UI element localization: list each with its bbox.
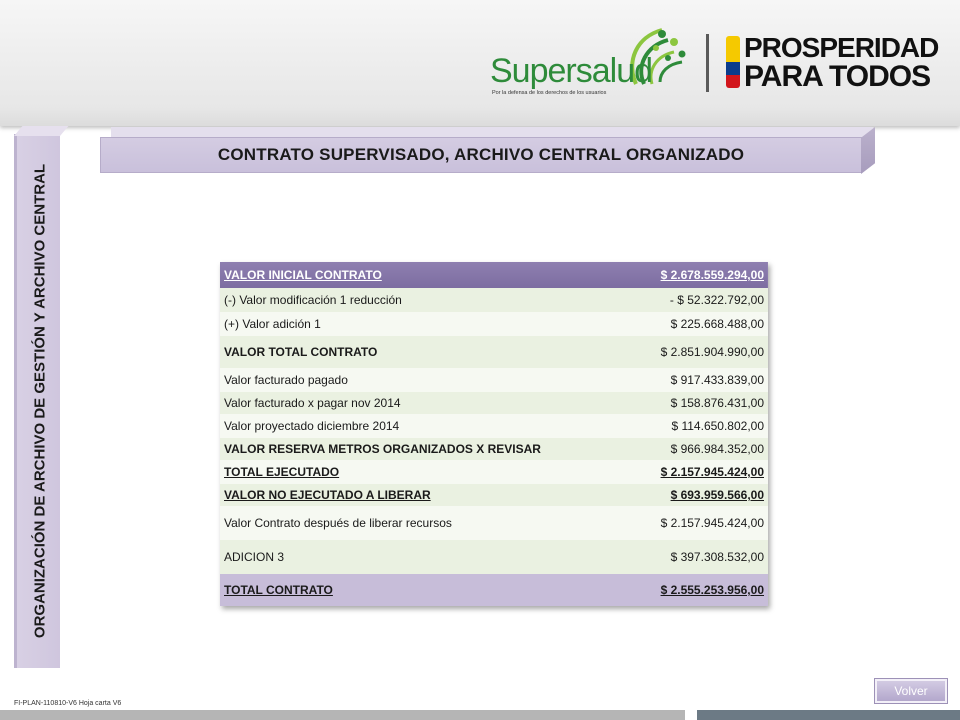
- flag-stripe-blue: [726, 62, 740, 75]
- prosperidad-line2: PARA TODOS: [744, 60, 931, 93]
- table-row: [220, 288, 768, 312]
- prosperidad-logo: [726, 30, 939, 94]
- prosperidad-line1: PROSPERIDAD: [744, 32, 939, 63]
- row-label: Valor facturado pagado: [224, 373, 348, 387]
- flag-stripe-yellow: [726, 36, 740, 62]
- row-label: VALOR NO EJECUTADO A LIBERAR: [224, 488, 431, 502]
- table-row: [220, 460, 768, 484]
- header-band: [0, 0, 960, 126]
- document-code: FI-PLAN-110810-V6 Hoja carta V6: [14, 700, 122, 707]
- table-row: [220, 438, 768, 460]
- row-label: (-) Valor modificación 1 reducción: [224, 293, 402, 307]
- supersalud-wordmark: Supersalud: [490, 52, 653, 90]
- logo-divider: [706, 34, 709, 92]
- row-value: $ 2.851.904.990,00: [660, 345, 764, 359]
- row-value: $ 917.433.839,00: [670, 373, 764, 387]
- footer-bar-right: [697, 710, 960, 720]
- table-row: [220, 262, 768, 288]
- table-row: [220, 312, 768, 336]
- row-label: Valor facturado x pagar nov 2014: [224, 396, 401, 410]
- row-value: $ 158.876.431,00: [670, 396, 764, 410]
- volver-button[interactable]: Volver: [875, 679, 947, 703]
- row-value: $ 225.668.488,00: [670, 317, 764, 331]
- table-row: [220, 506, 768, 540]
- table-row: [220, 336, 768, 368]
- row-label: Valor Contrato después de liberar recursos: [224, 516, 452, 530]
- row-label: ADICION 3: [224, 550, 285, 564]
- table-row: [220, 574, 768, 606]
- row-label: VALOR TOTAL CONTRATO: [224, 345, 378, 359]
- side-label-bar: [14, 134, 60, 668]
- table-row: [220, 368, 768, 392]
- supersalud-tagline: Por la defensa de los derechos de los usuarios: [492, 90, 607, 96]
- row-value: $ 2.157.945.424,00: [660, 465, 764, 479]
- row-value: $ 2.555.253.956,00: [660, 583, 764, 597]
- row-value: $ 397.308.532,00: [670, 550, 764, 564]
- table-row: [220, 484, 768, 506]
- page-title: CONTRATO SUPERVISADO, ARCHIVO CENTRAL ORGANIZADO: [217, 145, 745, 164]
- table-row: [220, 414, 768, 438]
- title-banner: [100, 137, 862, 173]
- table-row: [220, 392, 768, 414]
- row-value: $ 966.984.352,00: [670, 442, 764, 456]
- row-label: (+) Valor adición 1: [224, 317, 321, 331]
- row-label: TOTAL CONTRATO: [224, 583, 333, 597]
- contract-table: [220, 262, 768, 606]
- row-label: Valor proyectado diciembre 2014: [224, 419, 400, 433]
- side-label-text: ORGANIZACIÓN DE ARCHIVO DE GESTIÓN Y ARCHIVO CENTRAL: [31, 163, 49, 639]
- supersalud-logo: [486, 22, 698, 102]
- row-value: $ 2.157.945.424,00: [660, 516, 764, 530]
- row-label: TOTAL EJECUTADO: [224, 465, 340, 479]
- table-row: [220, 540, 768, 574]
- row-value: $ 2.678.559.294,00: [660, 268, 764, 282]
- colombia-flag-icon: [726, 36, 740, 88]
- row-label: VALOR INICIAL CONTRATO: [224, 268, 382, 282]
- row-value: $ 114.650.802,00: [671, 419, 764, 433]
- flag-stripe-red: [726, 75, 740, 88]
- row-value: - $ 52.322.792,00: [669, 293, 764, 307]
- footer-bar-left: [0, 710, 685, 720]
- row-value: $ 693.959.566,00: [670, 488, 764, 502]
- row-label: VALOR RESERVA METROS ORGANIZADOS X REVISAR: [224, 442, 541, 456]
